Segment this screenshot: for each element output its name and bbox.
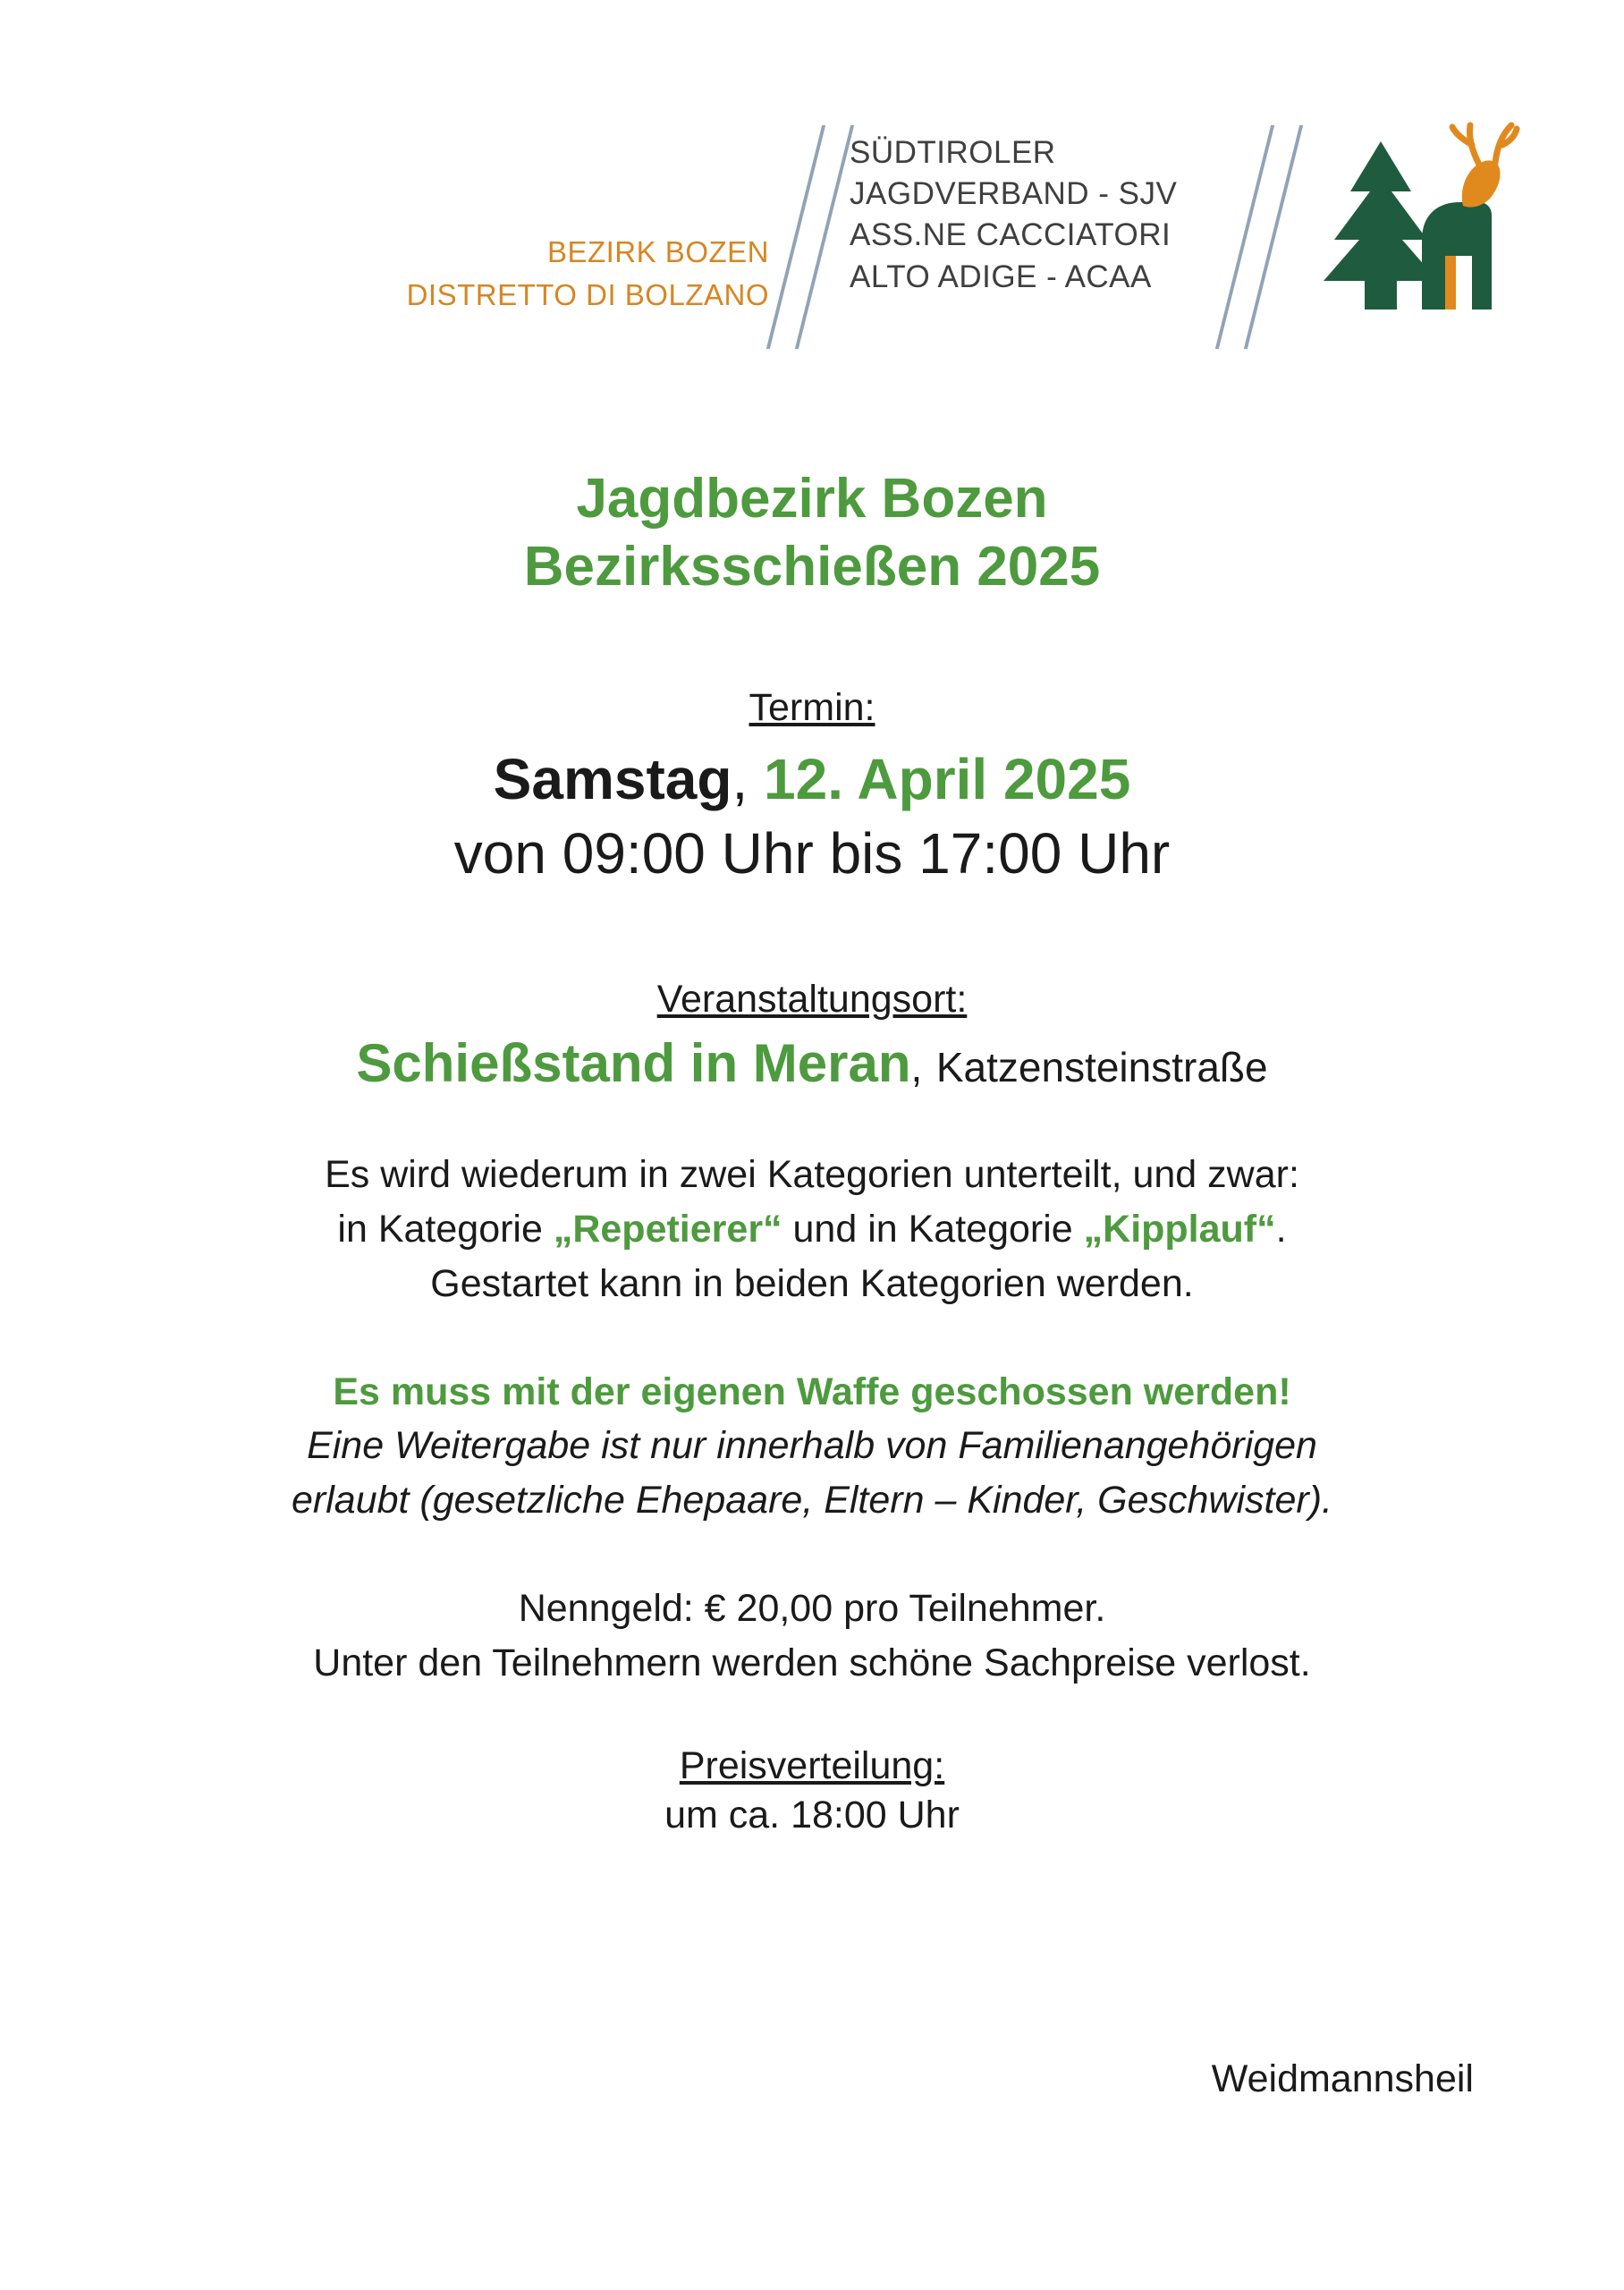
date-label: Termin: <box>749 686 875 730</box>
award-label: Preisverteilung: <box>679 1744 945 1788</box>
venue-separator: , <box>910 1043 923 1090</box>
categories-line-3: Gestartet kann in beiden Kategorien werden. <box>430 1261 1194 1305</box>
district-name <box>268 231 769 317</box>
deer-and-fir-tree-logo-icon <box>1288 106 1520 329</box>
award-section <box>0 1744 1624 1843</box>
association-name-line-1: SÜDTIROLER <box>850 135 1056 170</box>
date-section <box>0 686 1624 891</box>
categories-mid: und in Kategorie <box>782 1207 1084 1251</box>
category-kipplauf: „Kipplauf“ <box>1083 1207 1276 1251</box>
award-time: um ca. 18:00 Uhr <box>664 1794 960 1837</box>
categories-section <box>0 1148 1624 1311</box>
date-value: 12. April 2025 <box>764 747 1131 812</box>
prizes-line: Unter den Teilnehmern werden schöne Sachpreise verlost. <box>313 1641 1311 1685</box>
page-title-line-2: Bezirksschießen 2025 <box>523 535 1101 598</box>
venue-name: Schießstand in Meran <box>356 1032 911 1093</box>
date-separator: , <box>732 747 749 812</box>
fee-line: Nenngeld: € 20,00 pro Teilnehmer. <box>518 1587 1106 1631</box>
time-row <box>0 817 1624 891</box>
district-name-de: BEZIRK BOZEN <box>546 235 769 268</box>
categories-line-2 <box>0 1202 1624 1257</box>
venue-section <box>0 978 1624 1094</box>
district-name-it: DISTRETTO DI BOLZANO <box>406 277 769 311</box>
closing-greeting: Weidmannsheil <box>1211 2057 1474 2100</box>
association-name-line-4: ALTO ADIGE - ACAA <box>850 259 1152 294</box>
categories-prefix: in Kategorie <box>337 1207 554 1251</box>
categories-suffix: . <box>1275 1207 1287 1251</box>
venue-label: Veranstaltungsort: <box>656 977 968 1021</box>
divider-slash-left-2 <box>795 125 854 349</box>
date-value-row <box>0 742 1624 817</box>
date-weekday: Samstag <box>493 747 732 812</box>
time-value: 09:00 Uhr bis 17:00 Uhr <box>562 821 1171 886</box>
weapon-note-line-2: erlaubt (gesetzliche Ehepaare, Eltern – Kinder, Geschwister). <box>292 1479 1332 1522</box>
categories-line-1: Es wird wiederum in zwei Kategorien unterteilt, und zwar: <box>325 1152 1299 1196</box>
weapon-section <box>0 1365 1624 1528</box>
weapon-warning: Es muss mit der eigenen Waffe geschossen werden! <box>333 1370 1291 1413</box>
poster-body <box>0 465 1624 1843</box>
time-prefix: von <box>453 821 546 886</box>
category-repetierer: „Repetierer“ <box>553 1207 782 1251</box>
venue-value-row <box>0 1032 1624 1094</box>
weapon-note-line-1: Eine Weitergabe ist nur innerhalb von Familienangehörigen <box>307 1423 1317 1467</box>
page-title-line-1: Jagdbezirk Bozen <box>576 468 1048 530</box>
association-name-line-3: ASS.NE CACCIATORI <box>850 217 1171 253</box>
page-title <box>0 465 1624 600</box>
poster-header <box>0 52 1624 311</box>
association-name <box>850 132 1261 298</box>
venue-street: Katzensteinstraße <box>935 1043 1268 1090</box>
association-name-line-2: JAGDVERBAND - SJV <box>850 176 1178 212</box>
divider-slash-left-1 <box>766 125 825 349</box>
fee-section <box>0 1582 1624 1691</box>
